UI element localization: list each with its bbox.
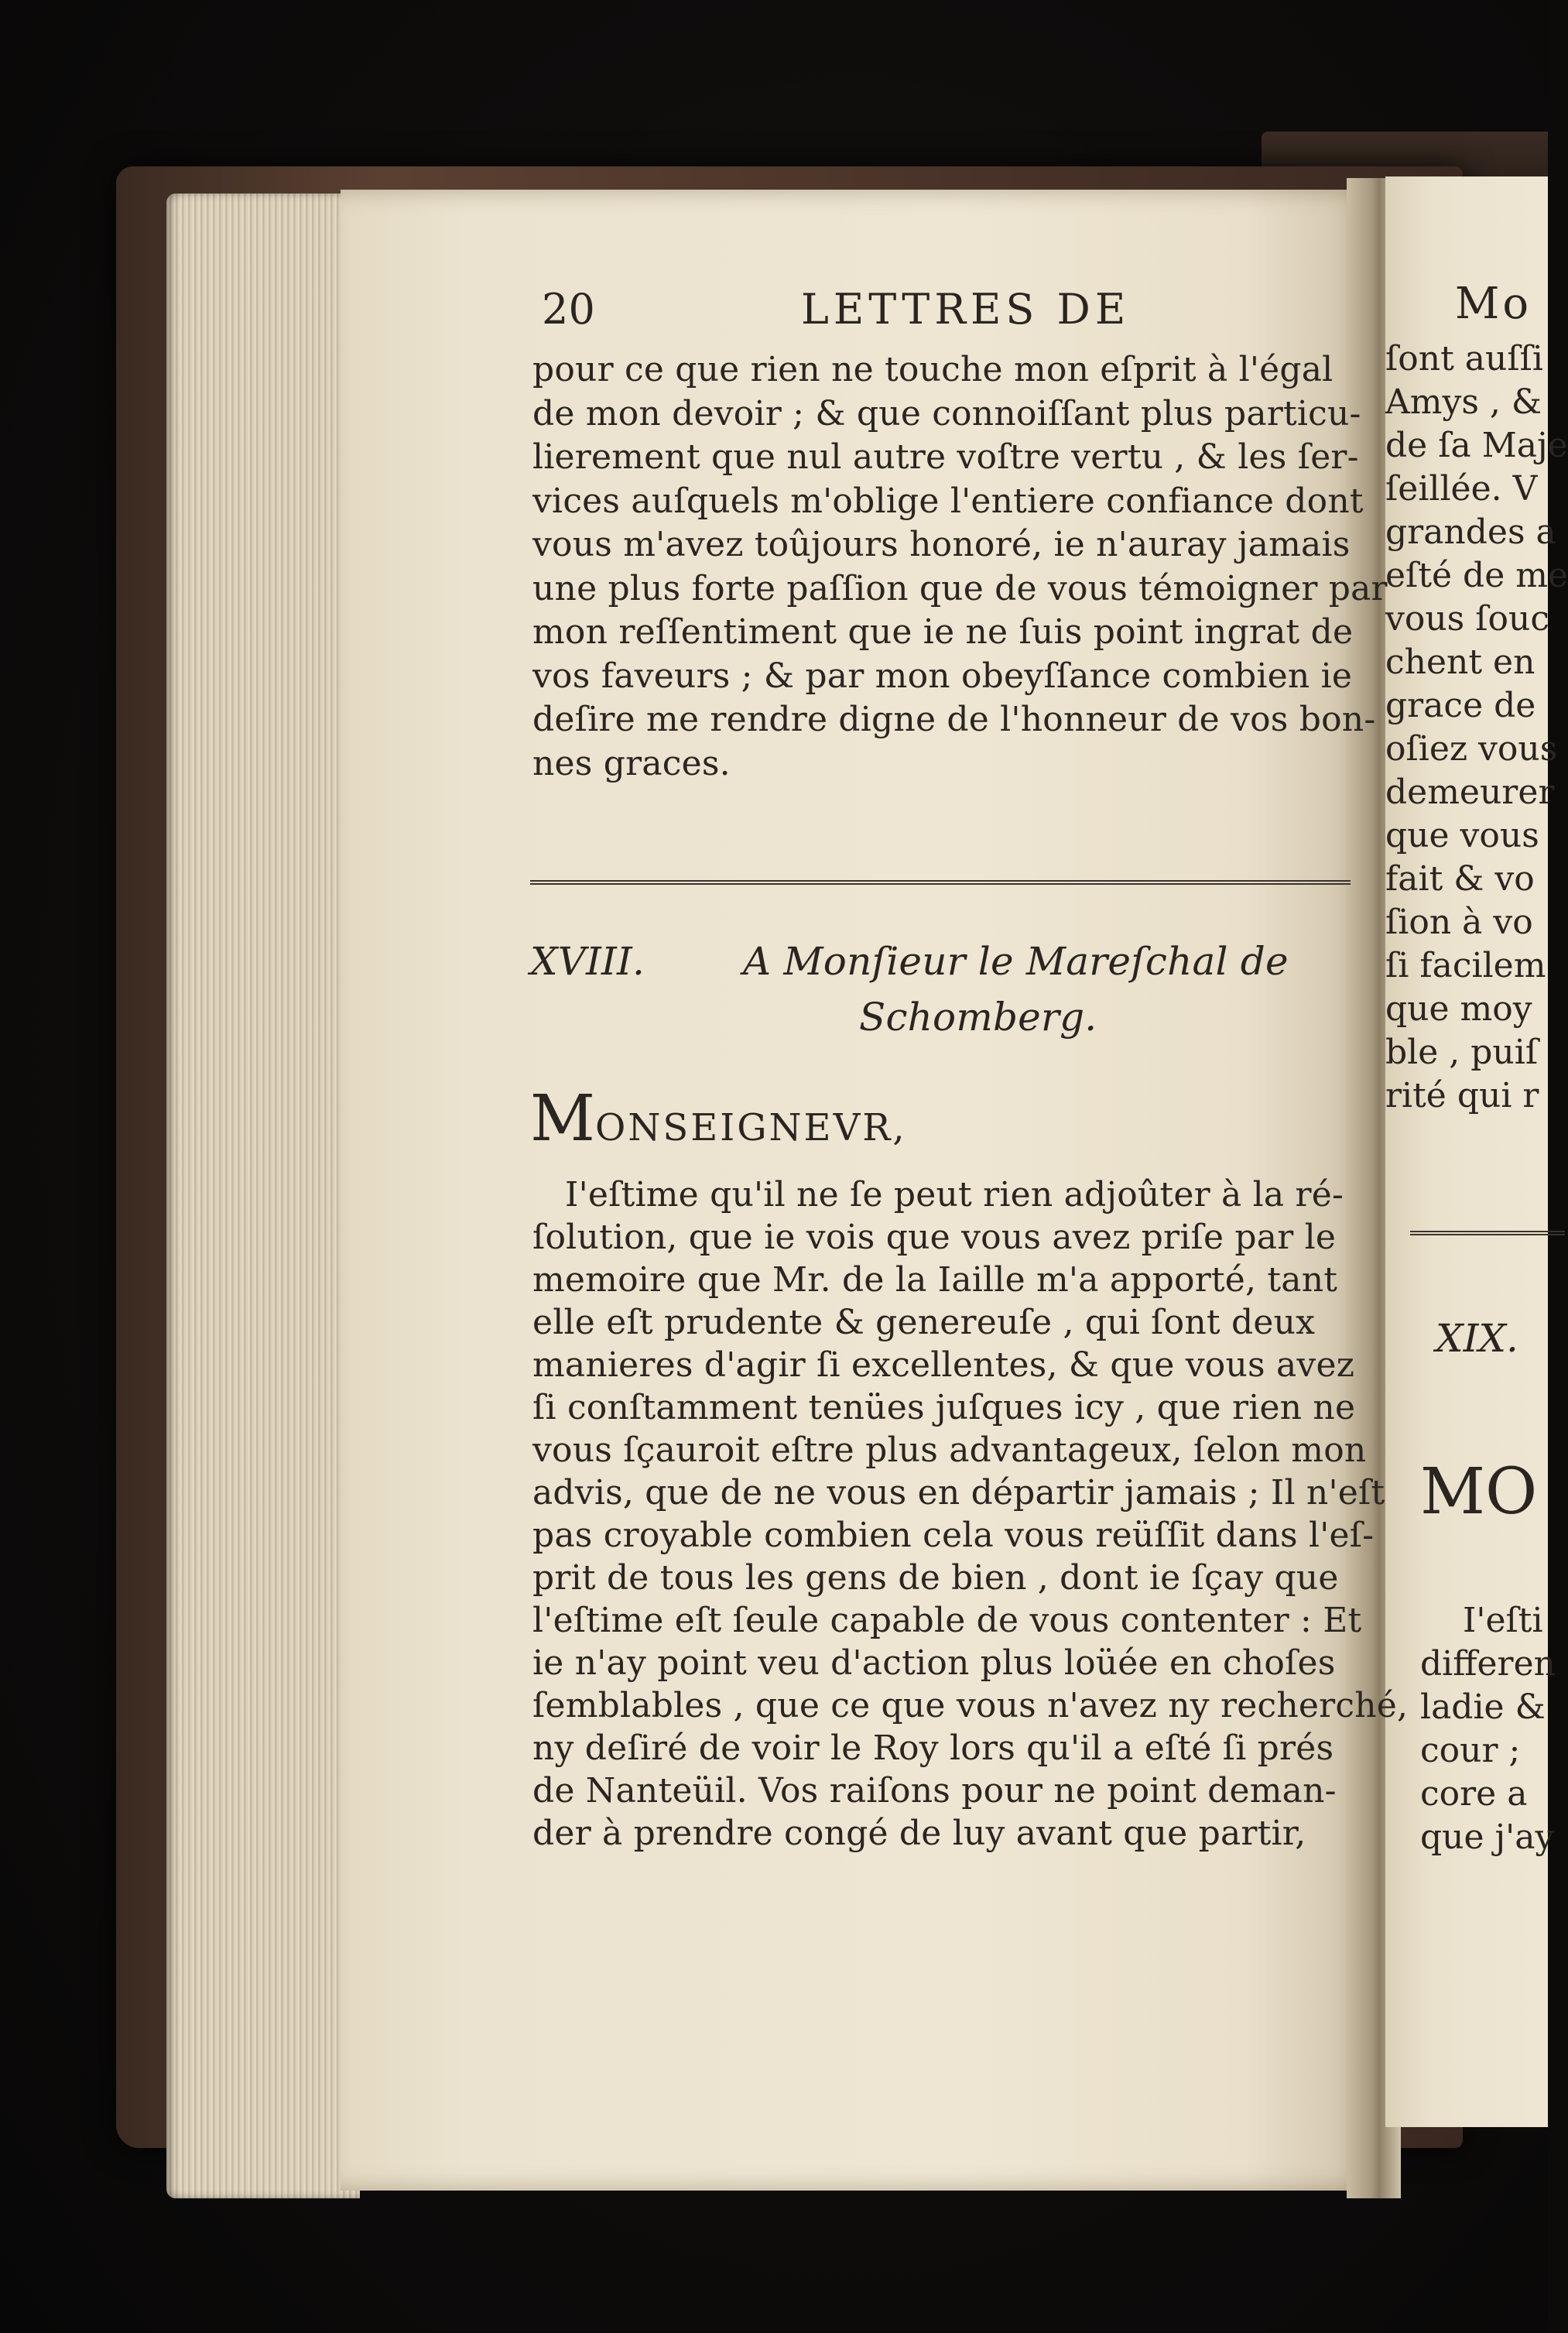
- right-text-line: cour ;: [1420, 1731, 1521, 1770]
- text-line: de mon devoir ; & que connoiſſant plus particu-: [532, 393, 1361, 433]
- text-line: de Nanteüil. Vos raiſons pour ne point deman-: [532, 1771, 1337, 1811]
- right-text-line: rité qui r: [1385, 1076, 1539, 1115]
- text-line: vos faveurs ; & par mon obeyſſance combien ie: [532, 656, 1353, 696]
- text-line: manieres d'agir ſi excellentes, & que vous avez: [532, 1345, 1355, 1385]
- right-text-line: Amys , &: [1385, 382, 1542, 422]
- right-salutation: MO: [1420, 1455, 1538, 1529]
- right-text-line: differen: [1420, 1644, 1556, 1684]
- right-text-line: ſion à vo: [1385, 903, 1533, 942]
- text-line: nes graces.: [532, 743, 731, 783]
- right-text-line: ſi facilem: [1385, 946, 1546, 985]
- right-text-line: ſeillée. V: [1385, 469, 1538, 509]
- salutation-rest: ONSEIGNEVR,: [594, 1106, 907, 1149]
- right-text-line: vous ſouc: [1385, 599, 1550, 639]
- text-line: I'eſtime qu'il ne ſe peut rien adjoûter à la ré-: [565, 1175, 1344, 1214]
- running-title: LETTRES DE: [801, 285, 1131, 334]
- right-text-line: demeurer: [1385, 773, 1555, 812]
- text-line: l'eſtime eſt ſeule capable de vous contenter : Et: [532, 1601, 1362, 1640]
- right-text-line: ladie &: [1420, 1687, 1546, 1727]
- text-line: advis, que de ne vous en départir jamais ; Il n'eſt: [532, 1473, 1385, 1513]
- right-text-line: ble , puiſ: [1385, 1033, 1539, 1072]
- right-text-line: que vous: [1385, 816, 1539, 855]
- right-letter-number: XIX.: [1436, 1316, 1518, 1361]
- section-divider: [530, 880, 1351, 885]
- text-line: une plus forte paſſion que de vous témoigner par: [532, 568, 1388, 608]
- text-line: ſi conſtamment tenües juſques icy , que rien ne: [532, 1388, 1356, 1427]
- text-line: elle eſt prudente & genereuſe , qui ſont deux: [532, 1303, 1316, 1342]
- text-line: lierement que nul autre voſtre vertu , & les ſer-: [532, 437, 1359, 477]
- right-text-line: ſont auſſi: [1385, 339, 1543, 379]
- text-line: ny deſiré de voir le Roy lors qu'il a eſté ſi prés: [532, 1728, 1334, 1768]
- right-text-line: que j'ay: [1420, 1817, 1555, 1857]
- text-line: mon reſſentiment que ie ne ſuis point ingrat de: [532, 612, 1354, 652]
- text-line: vices auſquels m'oblige l'entiere confiance dont: [532, 481, 1364, 521]
- right-text-line: de ſa Maje: [1385, 426, 1568, 465]
- right-text-line: grandes a: [1385, 512, 1556, 552]
- right-text-line: que moy: [1385, 989, 1532, 1029]
- page-block-edges: [166, 194, 360, 2198]
- text-line: pas croyable combien cela vous reüſſit dans l'eſ-: [532, 1516, 1375, 1555]
- right-text-line: eſté de me: [1385, 556, 1568, 595]
- right-text-line: fait & vo: [1385, 859, 1535, 899]
- right-text-line: core a: [1420, 1774, 1528, 1814]
- right-text-line: oſiez vous: [1385, 729, 1558, 769]
- text-line: ſolution, que ie vois que vous avez priſe par le: [532, 1218, 1337, 1257]
- right-text-line: grace de: [1385, 686, 1536, 725]
- text-line: ie n'ay point veu d'action plus loüée en choſes: [532, 1643, 1336, 1683]
- letter-number: XVIII.: [530, 939, 645, 984]
- page-number: 20: [542, 285, 596, 334]
- text-line: deſire me rendre digne de l'honneur de vos bon-: [532, 700, 1376, 739]
- text-line: ſemblables , que ce que vous n'avez ny recherché,: [532, 1686, 1409, 1725]
- text-line: vous ſçauroit eſtre plus advantageux, ſelon mon: [532, 1430, 1367, 1470]
- text-line: vous m'avez toûjours honoré, ie n'auray jamais: [532, 525, 1351, 564]
- right-text-line: I'eſti: [1463, 1601, 1543, 1640]
- text-line: pour ce que rien ne touche mon eſprit à l'égal: [532, 350, 1333, 389]
- salutation-initial: M: [530, 1082, 595, 1156]
- right-running-title: Mo: [1455, 279, 1532, 329]
- right-text-line: chent en: [1385, 642, 1535, 682]
- text-line: der à prendre congé de luy avant que partir,: [532, 1814, 1306, 1853]
- right-section-divider: [1410, 1231, 1565, 1235]
- letter-title-line2: Schomberg.: [859, 995, 1097, 1040]
- letter-title-line1: A Monſieur le Mareſchal de: [743, 939, 1289, 984]
- text-line: prit de tous les gens de bien , dont ie ſçay que: [532, 1558, 1339, 1598]
- salutation: [530, 1082, 907, 1156]
- text-line: memoire que Mr. de la Iaille m'a apporté, tant: [532, 1260, 1338, 1300]
